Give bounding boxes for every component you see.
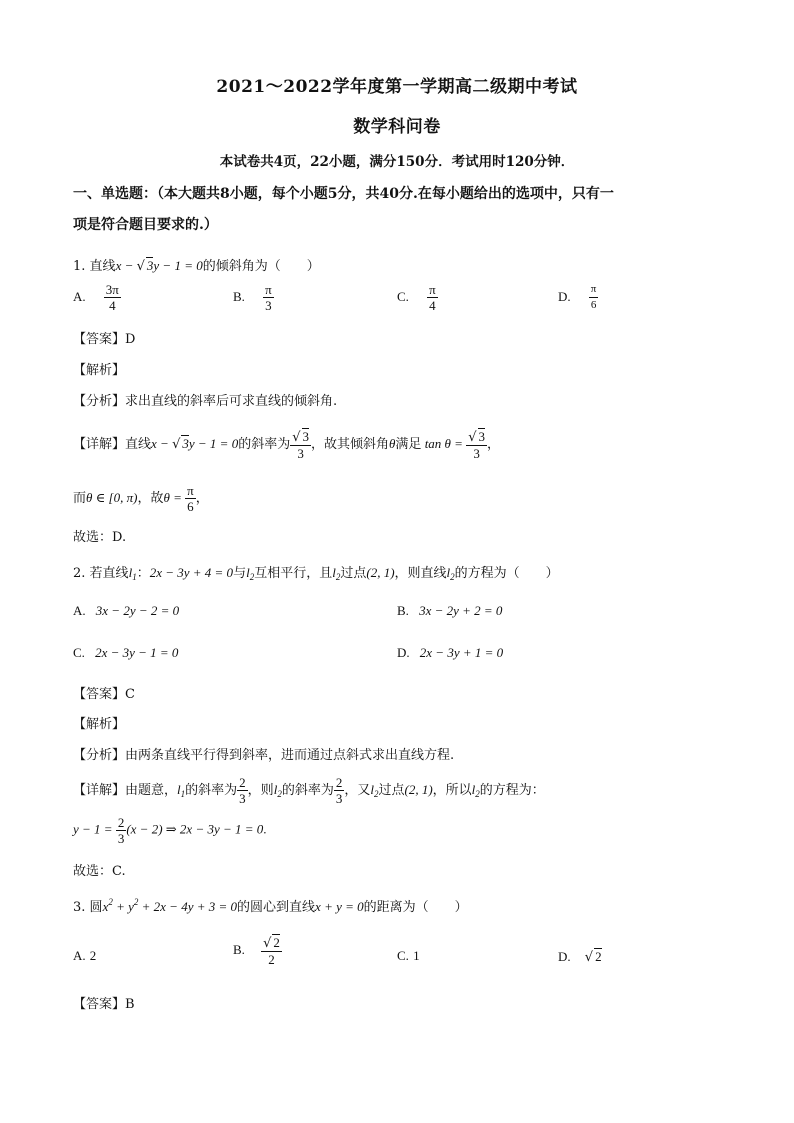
q2-option-d-label: D. (397, 645, 410, 660)
q3-option-a-label: A. (73, 948, 86, 963)
q3-stem-c: 的距离为（ ） (363, 900, 468, 915)
q2-option-d (397, 645, 503, 661)
q2-xj-f: 过点 (378, 783, 405, 798)
q3-option-d-label: D. (558, 949, 571, 964)
q2-option-c-label: C. (73, 645, 85, 660)
q1-option-b-den: 3 (265, 298, 272, 313)
q2-xj-d: 的斜率为 (281, 783, 334, 798)
q2-xj-slope1: $\frac{2}{3}$ (239, 775, 246, 806)
q3-option-d (558, 948, 602, 965)
q2-option-d-text: 2x − 3y + 1 = 0 (419, 645, 504, 660)
q1-option-c-num: π (429, 282, 436, 297)
section-heading-line1: 一、单选题：（本大题共8小题，每个小题5分，共40分.在每小题给出的选项中，只有一 (73, 186, 614, 202)
q3-number: 3. (73, 900, 86, 915)
q2-number: 2. (73, 566, 86, 581)
q2-xj-l2-c: $l_2$ (471, 782, 480, 799)
q2-l2-b: $l_2$ (332, 565, 341, 582)
q2-xiangjie-tag: 【详解】 (73, 783, 126, 798)
exam-title: 2021～2022学年度第一学期高二级期中考试 (216, 77, 578, 97)
q1-analysis-tag: 【解析】 (73, 363, 126, 378)
q1-stem (73, 255, 320, 274)
q1-xiangjie (73, 428, 500, 461)
q1-number: 1. (73, 259, 86, 274)
q2-option-b-text: 3x − 2y + 2 = 0 (419, 603, 503, 618)
q2-xj-b: 的斜率为 (185, 783, 238, 798)
q1-xiangjie-tag: 【详解】 (73, 437, 126, 452)
q2-xj-c: ，则 (247, 783, 274, 798)
q3-option-b-label: B. (233, 942, 245, 957)
q2-xj-h: 的方程为： (479, 783, 545, 798)
q2-analysis-tag: 【解析】 (73, 717, 126, 732)
q2-xj-g: ，所以 (432, 783, 472, 798)
q1-xj-slope: $\frac{√ 3}{3}$ (292, 429, 310, 461)
q2-conclusion: 故选：C. (73, 864, 126, 879)
q1-xj-tan: tan θ = (421, 436, 467, 451)
q2-stem-f: ，则直线 (394, 566, 447, 581)
q3-option-c-label: C. (397, 948, 409, 963)
q1-option-b-label: B. (233, 289, 245, 304)
q2-option-a-text: 3x − 2y − 2 = 0 (95, 603, 180, 618)
q1-line2-value: $\frac{\pi}{6}$ (187, 483, 194, 514)
q2-l2: $l_2$ (246, 565, 255, 582)
q2-stem-g: 的方程为（ ） (454, 566, 559, 581)
q2-option-b-label: B. (397, 603, 409, 618)
q1-option-b-num: π (265, 282, 272, 297)
q3-option-d-value: √ 2 (584, 949, 602, 965)
q1-line2-prefix: 而 (73, 491, 87, 506)
q1-option-c (397, 282, 438, 313)
q1-stem-prefix: 直线 (89, 259, 116, 274)
q3-stem-b: 的圆心到直线 (237, 900, 316, 915)
q2-xj-slope2: $\frac{2}{3}$ (335, 775, 343, 806)
q2-stem (73, 562, 559, 582)
q2-answer: 【答案】C (73, 687, 135, 702)
q1-xj-text1: 直线 (125, 437, 152, 452)
q1-option-a-label: A. (73, 289, 86, 304)
q2-xj-e: ，又 (344, 783, 371, 798)
q1-xj-text5: ， (487, 437, 501, 452)
q2-stem-a: 若直线 (89, 566, 129, 581)
q1-xj-text3: ，故其倾斜角 (311, 437, 390, 452)
exam-subtitle: 数学科问卷 (353, 117, 441, 137)
q1-stem-suffix: 的倾斜角为（ ） (202, 259, 320, 274)
q1-option-d (558, 282, 598, 313)
q2-option-a-label: A. (73, 603, 86, 618)
q3-option-c-text: 1 (413, 948, 420, 963)
q3-stem (73, 896, 468, 915)
q3-stem-a: 圆 (89, 900, 103, 915)
q1-line2-suffix: ， (195, 491, 209, 506)
q1-equation: x − √ 3y − 1 = 0 (115, 258, 203, 274)
q2-fenxi: 【分析】由两条直线平行得到斜率，进而通过点斜式求出直线方程. (73, 748, 455, 763)
q2-xiangjie (73, 775, 545, 806)
q2-l1-equation: 2x − 3y + 4 = 0 (149, 565, 234, 580)
q2-option-b (397, 603, 502, 619)
q2-xj-a: 由题意， (125, 783, 178, 798)
q1-xj-text4: 满足 (395, 437, 422, 452)
exam-instructions: 本试卷共4页，22小题，满分150分．考试用时120分钟． (219, 154, 575, 170)
q1-line2-range: θ ∈ [0, π) (86, 490, 138, 505)
q2-stem-d: 互相平行，且 (254, 566, 333, 581)
q1-fenxi: 【分析】求出直线的斜率后可求直线的倾斜角. (73, 394, 338, 409)
q3-option-a (73, 948, 96, 964)
q1-xj-equation: x − √ 3y − 1 = 0 (151, 436, 239, 452)
q1-option-a-num: 3π (105, 282, 119, 297)
q1-option-a (73, 282, 121, 313)
q1-line2 (73, 483, 209, 514)
q2-derivation: y − 1 = $\frac{2}{3}$ (x − 2) ⇒ 2x − 3y − 1 = 0. (73, 815, 267, 846)
q3-option-c (397, 948, 420, 964)
q1-option-d-den: 6 (590, 299, 597, 311)
q2-xj-l1: $l_1$ (177, 782, 186, 799)
q1-option-d-num: π (589, 282, 599, 298)
q1-xj-theta: θ (389, 436, 396, 451)
q2-stem-b: ： (136, 566, 150, 581)
q3-option-b-value: $\frac{√ 2}{2}$ (263, 935, 280, 967)
q2-xj-l2: $l_2$ (273, 782, 282, 799)
q1-line2-theta: θ = (163, 490, 186, 505)
q1-line2-mid: ，故 (137, 491, 164, 506)
q2-l1: $l_1$ (128, 565, 137, 582)
q3-option-b (233, 934, 282, 967)
q3-option-a-text: 2 (89, 948, 97, 963)
q3-line-equation: x + y = 0 (315, 899, 364, 914)
q1-option-d-label: D. (558, 289, 571, 304)
q2-option-c-text: 2x − 3y − 1 = 0 (95, 645, 179, 660)
q1-option-b (233, 282, 274, 313)
q1-option-c-label: C. (397, 289, 409, 304)
q2-stem-c: 与 (233, 566, 247, 581)
q1-option-c-den: 4 (429, 298, 436, 313)
q2-xj-point: (2, 1) (404, 782, 433, 797)
q1-conclusion: 故选：D. (73, 530, 127, 545)
section-heading-line2: 项是符合题目要求的.） (73, 217, 218, 233)
q2-stem-e: 过点 (340, 566, 367, 581)
q2-l2-c: $l_2$ (446, 565, 455, 582)
q1-answer: 【答案】D (73, 332, 136, 347)
q1-xj-text2: 的斜率为 (238, 437, 291, 452)
q2-option-a (73, 603, 179, 619)
q2-option-c (73, 645, 178, 661)
q2-xj-l2-b: $l_2$ (370, 782, 379, 799)
q3-answer: 【答案】B (73, 997, 135, 1012)
q1-option-a-den: 4 (109, 298, 116, 313)
q2-point: (2, 1) (366, 565, 395, 580)
q1-xj-tan-value: $\frac{√ 3}{3}$ (468, 429, 486, 461)
q3-circle-equation: $x^2 + y^2 + 2x - 4y + 3 = 0$ (102, 897, 238, 914)
